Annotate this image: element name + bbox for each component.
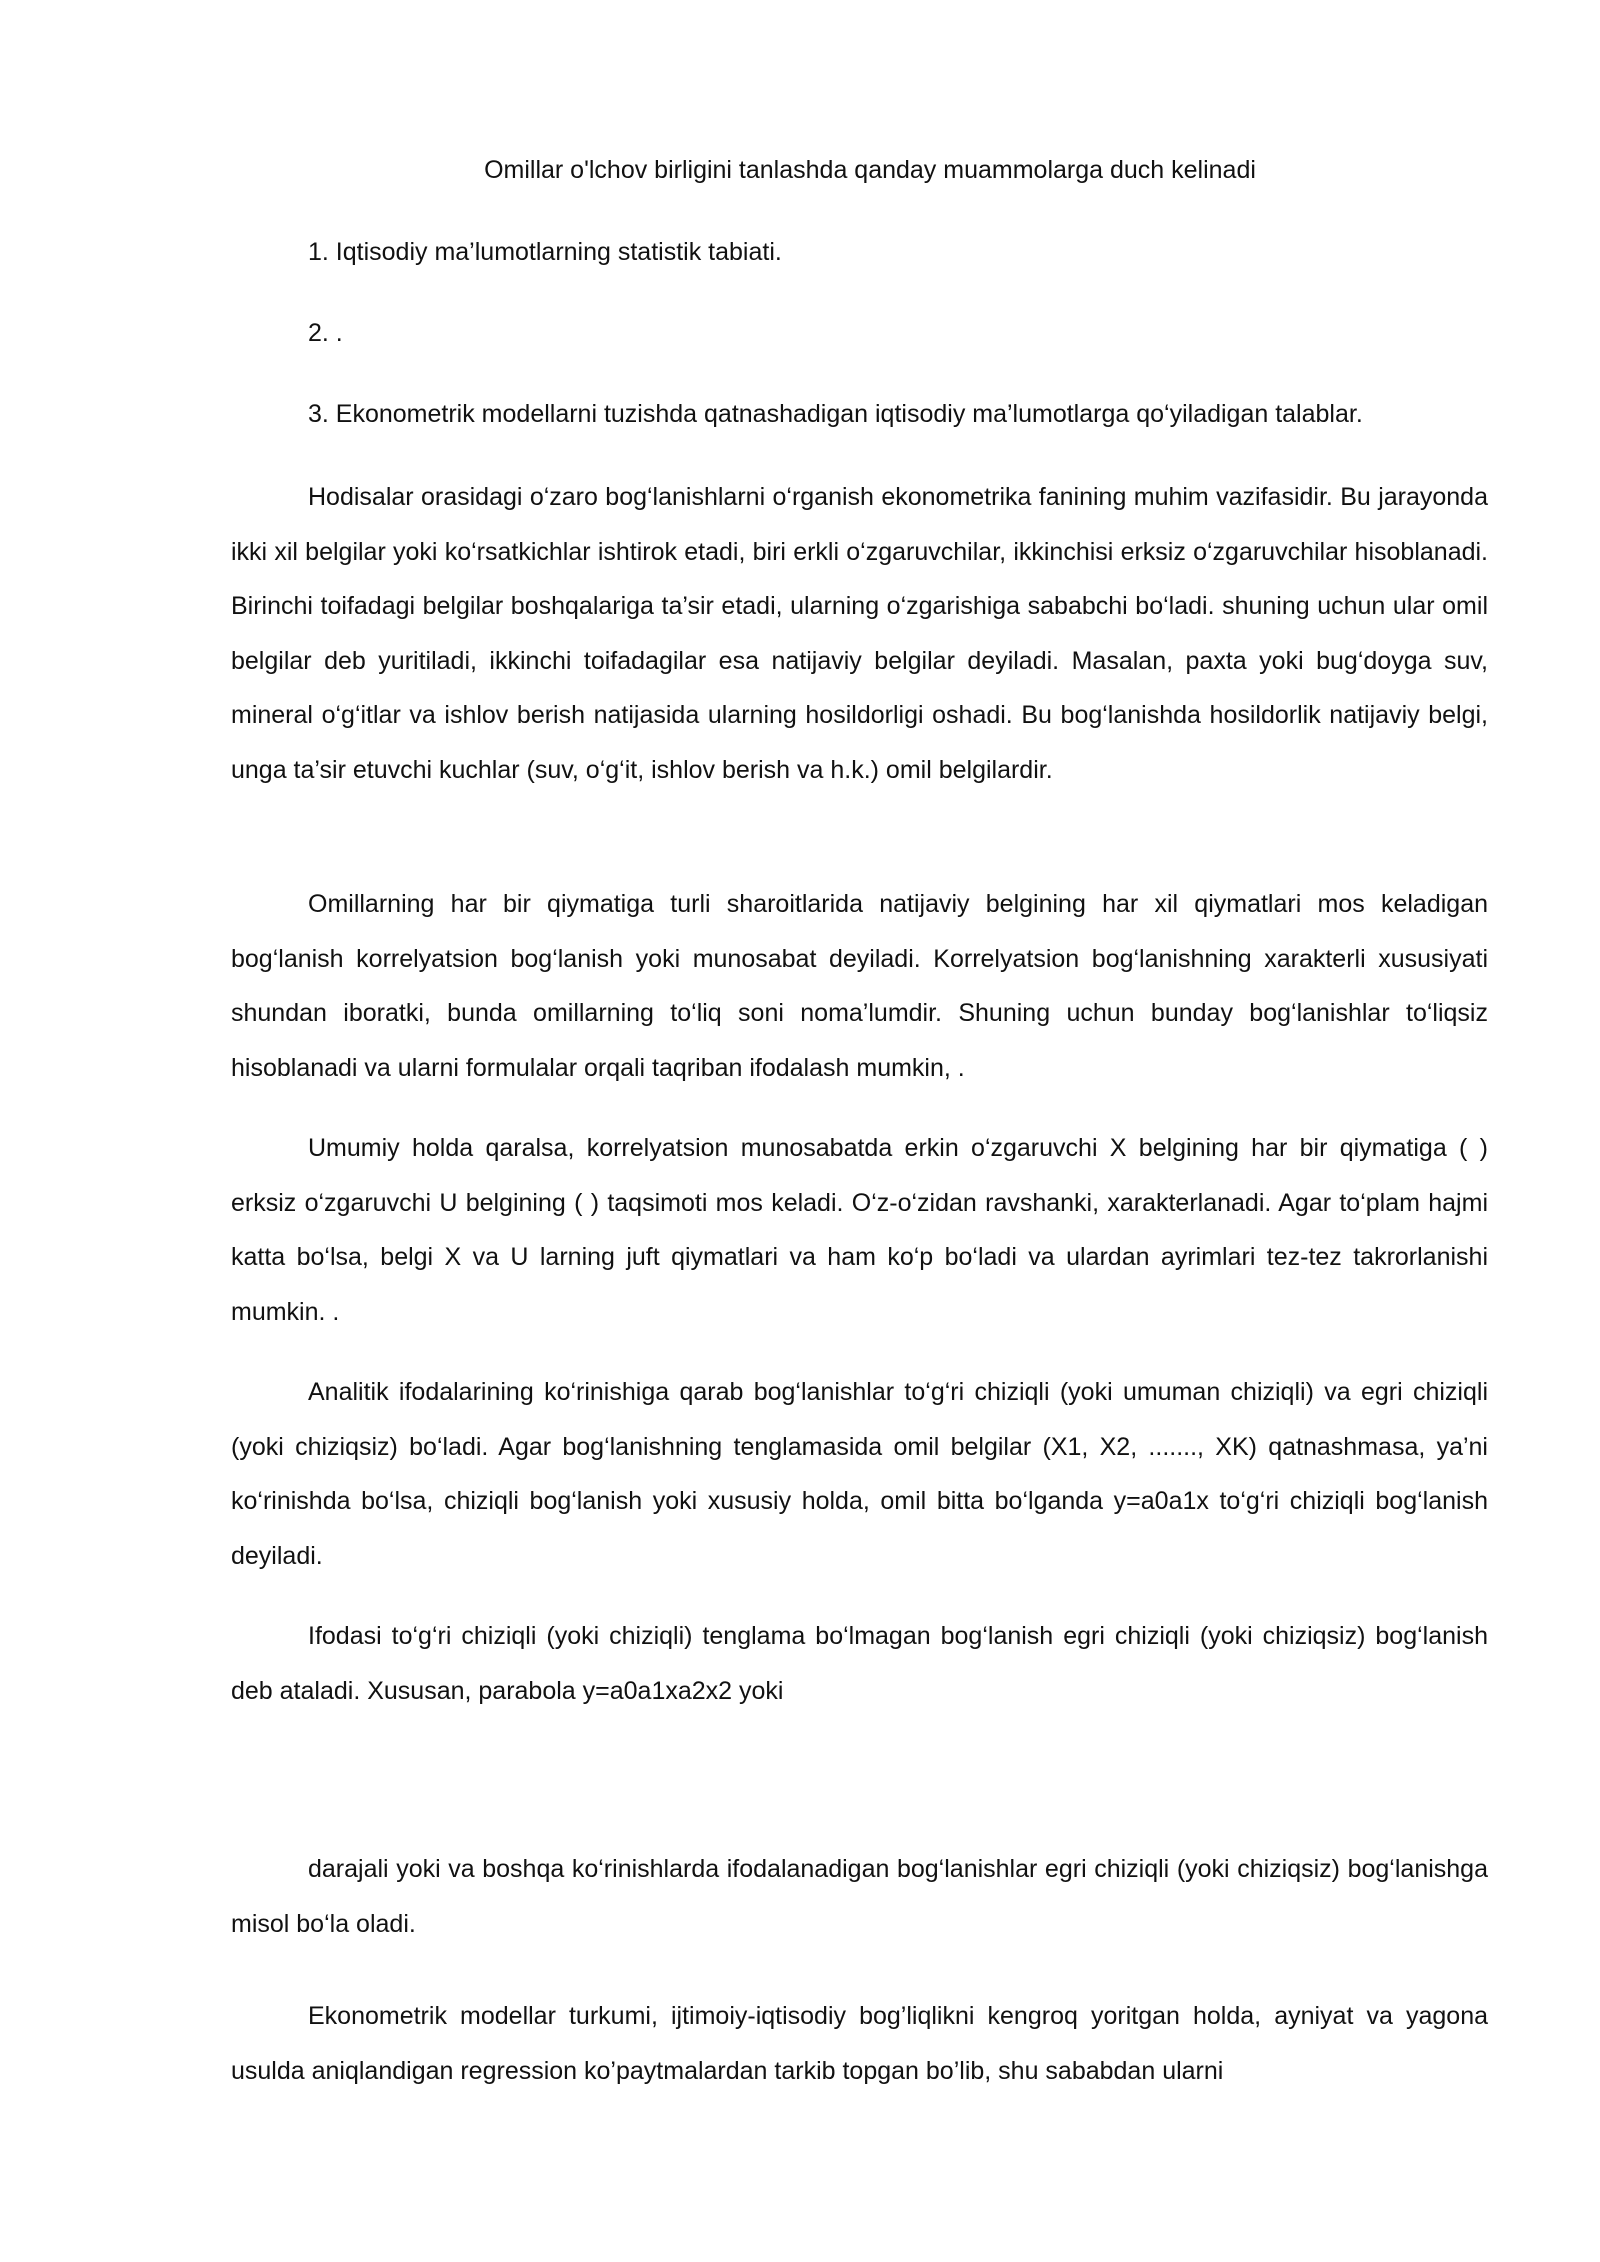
document-title: Omillar o'lchov birligini tanlashda qanday muammolarga duch kelinadi xyxy=(484,156,1256,184)
paragraph-1: Hodisalar orasidagi o‘zaro bog‘lanishlarni o‘rganish ekonometrika fanining muhim vazifasidir. Bu jarayonda ikki xil belgilar yoki ko‘rsatkichlar ishtirok etadi, biri erkli o‘zgaruvchilar, ikkinchisi erksiz o‘zgaruvchilar hisoblanadi. Birinchi toifadagi belgilar boshqalariga ta’sir etadi, ularning o‘zgarishiga sababchi bo‘ladi. shuning uchun ular omil belgilar deb yuritiladi, ikkinchi toifadagilar esa natijaviy belgilar deyiladi. Masalan, paxta yoki bug‘doyga suv, mineral o‘g‘itlar va ishlov berish natijasida ularning hosildorligi oshadi. Bu bog‘lanishda hosildorlik natijaviy belgi, unga ta’sir etuvchi kuchlar (suv, o‘g‘it, ishlov berish va h.k.) omil belgilardir. xyxy=(231,483,1488,784)
paragraph-6: darajali yoki va boshqa ko‘rinishlarda ifodalanadigan bog‘lanishlar egri chiziqli (yoki chiziqsiz) bog‘lanishga misol bo‘la oladi. xyxy=(231,1855,1488,1938)
paragraph-4: Analitik ifodalarining ko‘rinishiga qarab bog‘lanishlar to‘g‘ri chiziqli (yoki umuman chiziqli) va egri chiziqli (yoki chiziqsiz) bo‘ladi. Agar bog‘lanishning tenglamasida omil belgilar (X1, X2, ......., XK) qatnashmasa, ya’ni ko‘rinishda bo‘lsa, chiziqli bog‘lanish yoki xususiy holda, omil bitta bo‘lganda y=a0a1x to‘g‘ri chiziqli bog‘lanish deyiladi. xyxy=(231,1378,1488,1570)
paragraph-2: Omillarning har bir qiymatiga turli sharoitlarida natijaviy belgining har xil qiymatlari mos keladigan bog‘lanish korrelyatsion bog‘lanish yoki munosabat deyiladi. Korrelyatsion bog‘lanishning xarakterli xususiyati shundan iboratki, bunda omillarning to‘liq soni noma’lumdir. Shuning uchun bunday bog‘lanishlar to‘liqsiz hisoblanadi va ularni formulalar orqali taqriban ifodalash mumkin, . xyxy=(231,890,1488,1082)
paragraph-3: Umumiy holda qaralsa, korrelyatsion munosabatda erkin o‘zgaruvchi X belgining har bir qiymatiga ( ) erksiz o‘zgaruvchi U belgining ( ) taqsimoti mos keladi. O‘z-o‘zidan ravshanki, xarakterlanadi. Agar to‘plam hajmi katta bo‘lsa, belgi X va U larning juft qiymatlari va ham ko‘p bo‘ladi va ulardan ayrimlari tez-tez takrorlanishi mumkin. . xyxy=(231,1134,1488,1326)
paragraph-5: Ifodasi to‘g‘ri chiziqli (yoki chiziqli) tenglama bo‘lmagan bog‘lanish egri chiziqli (yoki chiziqsiz) bog‘lanish deb ataladi. Xususan, parabola y=a0a1xa2x2 yoki xyxy=(231,1622,1488,1705)
list-item-3: 3. Ekonometrik modellarni tuzishda qatnashadigan iqtisodiy ma’lumotlarga qo‘yiladigan talablar. xyxy=(308,400,1363,428)
list-item-2: 2. . xyxy=(308,319,343,347)
list-item-1: 1. Iqtisodiy ma’lumotlarning statistik tabiati. xyxy=(308,238,782,266)
paragraph-7: Ekonometrik modellar turkumi, ijtimoiy-iqtisodiy bog’liqlikni kengroq yoritgan holda, ayniyat va yagona usulda aniqlandigan regression ko’paytmalardan tarkib topgan bo’lib, shu sababdan ularni xyxy=(231,2002,1488,2085)
